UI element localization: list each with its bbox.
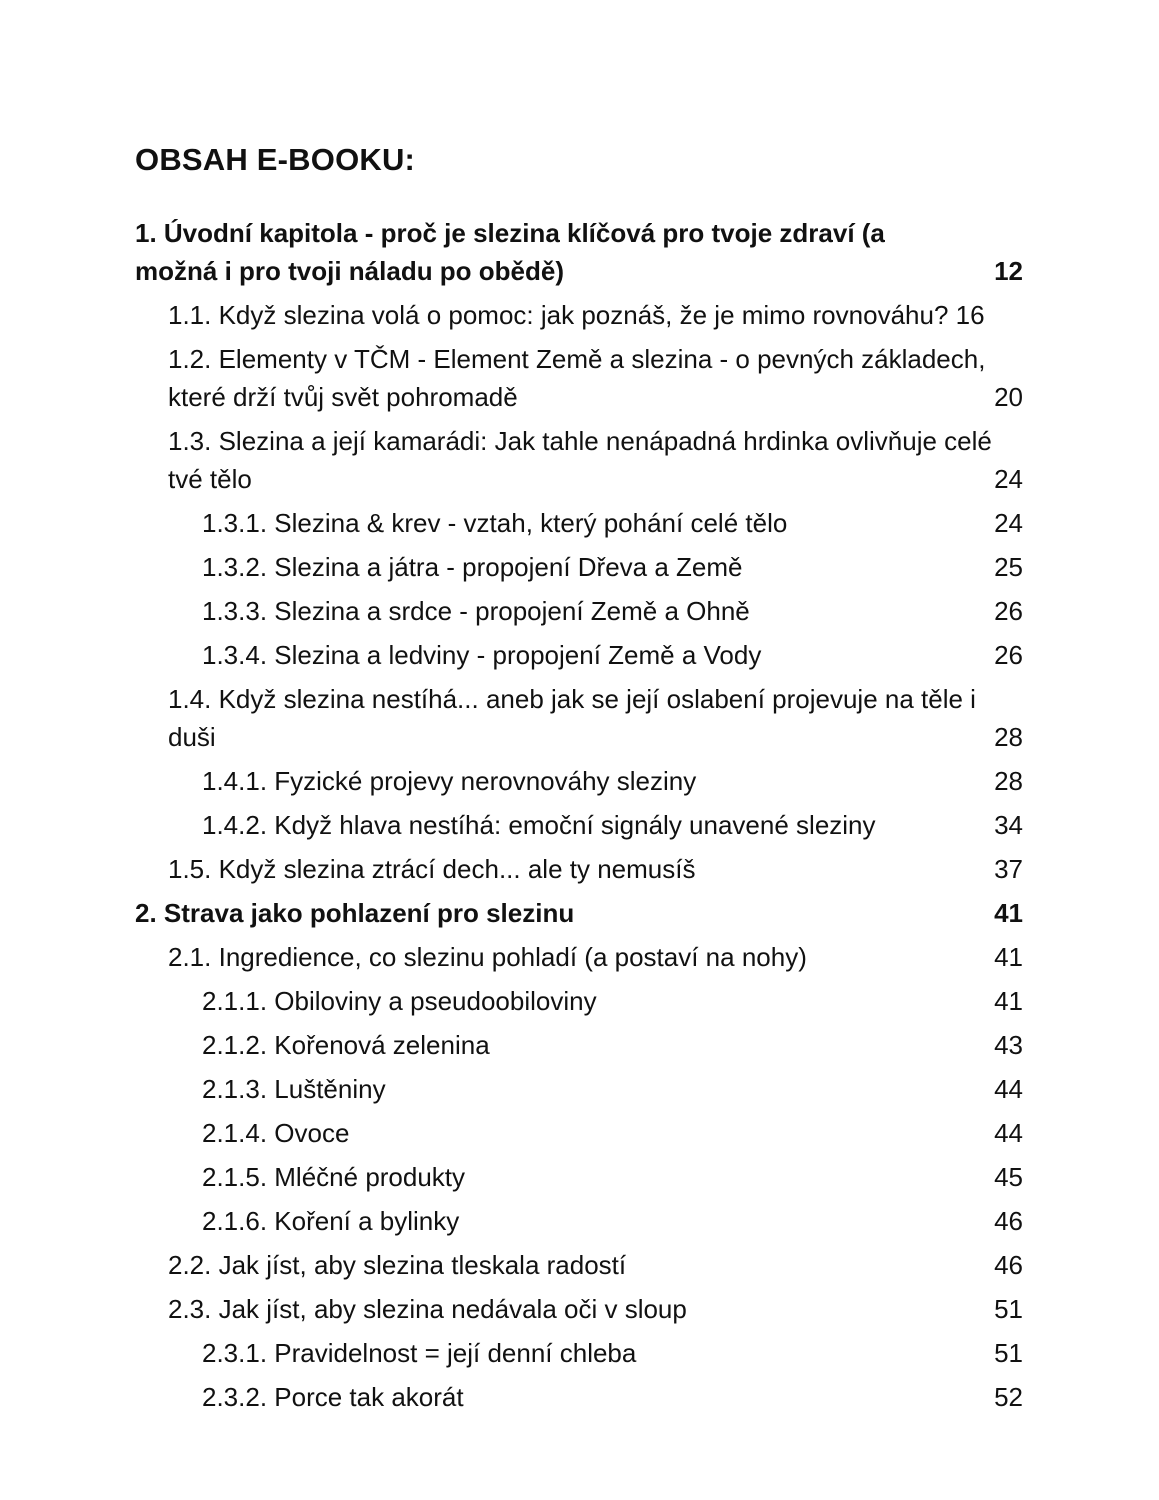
toc-entry-title: 1.4.2. Když hlava nestíhá: emoční signály unavené sleziny: [202, 810, 876, 840]
toc-entry: [168, 419, 1159, 501]
toc-entry-page-number: 26: [994, 596, 1023, 626]
toc-entry-title: 2.1.4. Ovoce: [202, 1118, 350, 1148]
toc-entry: [202, 633, 1159, 677]
toc-entry: [202, 979, 1159, 1023]
toc-entry-title: 1.3.4. Slezina a ledviny - propojení Země a Vody: [202, 640, 762, 670]
toc-entry: [168, 293, 1159, 337]
toc-entry-title: 1.3. Slezina a její kamarádi: Jak tahle nenápadná hrdinka ovlivňuje celé tvé tělo: [168, 426, 992, 494]
toc-entry-title: 1.1. Když slezina volá o pomoc: jak poznáš, že je mimo rovnováhu? 16: [168, 300, 985, 330]
toc-entry: [202, 1023, 1159, 1067]
toc-entry: [202, 1155, 1159, 1199]
toc-entry-page-number: 41: [994, 898, 1023, 928]
toc-entry: [168, 935, 1159, 979]
toc-entry-page-number: 41: [994, 942, 1023, 972]
toc-entry-page-number: 44: [994, 1074, 1023, 1104]
toc-entry: [202, 803, 1159, 847]
toc-entry-page-number: 24: [994, 464, 1023, 494]
toc-entry-title: 1.2. Elementy v TČM - Element Země a slezina - o pevných základech, které drží tvůj svět pohromadě: [168, 344, 986, 412]
toc-entry-page-number: 41: [994, 986, 1023, 1016]
toc-entry: [202, 1375, 1159, 1419]
toc-entry-title: 2. Strava jako pohlazení pro slezinu: [135, 898, 575, 928]
toc-entry-page-number: 45: [994, 1162, 1023, 1192]
toc-entry: [202, 545, 1159, 589]
toc-entry-title: 2.3.2. Porce tak akorát: [202, 1382, 464, 1412]
toc-entry-page-number: 43: [994, 1030, 1023, 1060]
toc-entry-page-number: 51: [994, 1294, 1023, 1324]
toc-entry-page-number: 26: [994, 640, 1023, 670]
toc-entry-page-number: 34: [994, 810, 1023, 840]
toc-entry-page-number: 28: [994, 766, 1023, 796]
toc-entry-page-number: 24: [994, 508, 1023, 538]
toc-entry: [202, 1199, 1159, 1243]
toc-entry-title: 2.1.3. Luštěniny: [202, 1074, 386, 1104]
toc-entry-title: 2.3.1. Pravidelnost = její denní chleba: [202, 1338, 637, 1368]
toc-entry: [202, 1067, 1159, 1111]
toc-entry-title: 2.3. Jak jíst, aby slezina nedávala oči v sloup: [168, 1294, 687, 1324]
toc-entry: [135, 891, 1159, 935]
toc-entry: [202, 759, 1159, 803]
toc-entry-title: 2.2. Jak jíst, aby slezina tleskala radostí: [168, 1250, 627, 1280]
toc-entry: [168, 1243, 1159, 1287]
toc-entry-title: 1. Úvodní kapitola - proč je slezina klíčová pro tvoje zdraví (a možná i pro tvoji náladu po obědě): [135, 218, 885, 286]
toc-entry-page-number: 46: [994, 1250, 1023, 1280]
toc-entry-page-number: 51: [994, 1338, 1023, 1368]
toc-entry: [202, 1111, 1159, 1155]
toc-entry: [202, 1331, 1159, 1375]
toc-entry: [168, 337, 1159, 419]
toc-entry-title: 2.1. Ingredience, co slezinu pohladí (a postaví na nohy): [168, 942, 807, 972]
toc-entry: [135, 211, 1159, 293]
toc-entry: [202, 589, 1159, 633]
toc-entry-page-number: 25: [994, 552, 1023, 582]
toc-entry: [202, 501, 1159, 545]
toc-entry-page-number: 44: [994, 1118, 1023, 1148]
toc-entry-title: 2.1.1. Obiloviny a pseudoobiloviny: [202, 986, 597, 1016]
toc-entry-page-number: 46: [994, 1206, 1023, 1236]
toc-heading: OBSAH E-BOOKU:: [135, 142, 416, 177]
toc-entry: [168, 1287, 1159, 1331]
toc-entry-title: 1.3.2. Slezina a játra - propojení Dřeva a Země: [202, 552, 743, 582]
toc-entry-title: 1.4. Když slezina nestíhá... aneb jak se její oslabení projevuje na těle i duši: [168, 684, 976, 752]
toc-entry-title: 1.4.1. Fyzické projevy nerovnováhy sleziny: [202, 766, 697, 796]
toc-entry: [168, 677, 1159, 759]
toc-entry-page-number: 20: [994, 382, 1023, 412]
toc-entry-title: 2.1.6. Koření a bylinky: [202, 1206, 460, 1236]
toc-entry-page-number: 52: [994, 1382, 1023, 1412]
toc-entry: [168, 847, 1159, 891]
toc-entry-title: 2.1.2. Kořenová zelenina: [202, 1030, 490, 1060]
toc-entry-title: 1.5. Když slezina ztrácí dech... ale ty nemusíš: [168, 854, 696, 884]
toc-entry-title: 1.3.3. Slezina a srdce - propojení Země a Ohně: [202, 596, 750, 626]
toc-entry-title: 2.1.5. Mléčné produkty: [202, 1162, 466, 1192]
toc-entry-page-number: 28: [994, 722, 1023, 752]
toc-entry-page-number: 12: [994, 256, 1023, 286]
toc-entry-page-number: 37: [994, 854, 1023, 884]
toc-entry-title: 1.3.1. Slezina & krev - vztah, který pohání celé tělo: [202, 508, 788, 538]
table-of-contents: [0, 211, 1159, 1419]
